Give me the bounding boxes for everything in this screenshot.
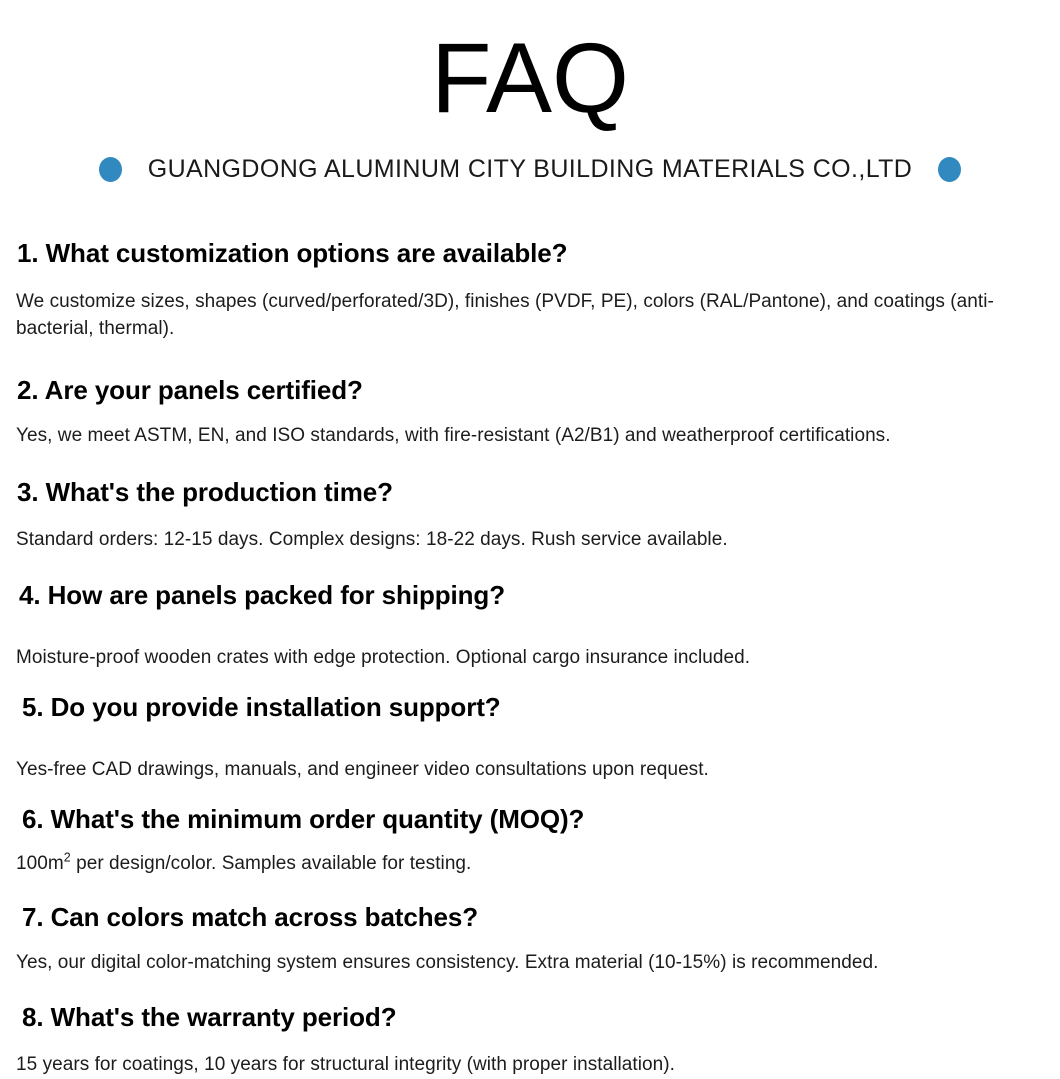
faq-item xyxy=(0,580,1044,672)
faq-answer: Standard orders: 12-15 days. Complex designs: 18-22 days. Rush service available. xyxy=(16,528,728,550)
faq-item xyxy=(0,238,1044,343)
faq-item xyxy=(0,902,1044,978)
faq-question: 5. Do you provide installation support? xyxy=(22,692,501,723)
faq-item xyxy=(0,692,1044,784)
faq-question: 2. Are your panels certified? xyxy=(17,374,363,405)
bullet-dot-left-icon xyxy=(99,157,122,182)
bullet-dot-right-icon xyxy=(938,157,961,182)
faq-question: 6. What's the minimum order quantity (MOQ)? xyxy=(22,804,585,835)
company-name: GUANGDONG ALUMINUM CITY BUILDING MATERIALS CO.,LTD xyxy=(147,154,913,183)
faq-item xyxy=(0,375,1044,451)
faq-question: 3. What's the production time? xyxy=(17,477,393,508)
faq-answer: Moisture-proof wooden crates with edge protection. Optional cargo insurance included. xyxy=(16,646,751,668)
faq-list xyxy=(0,238,1060,1079)
faq-answer: 15 years for coatings, 10 years for structural integrity (with proper installation). xyxy=(16,1054,675,1076)
faq-question: 7. Can colors match across batches? xyxy=(22,901,479,932)
moq-value: 100m xyxy=(16,852,64,874)
faq-question: 4. How are panels packed for shipping? xyxy=(19,579,505,610)
moq-rest: per design/color. Samples available for testing. xyxy=(70,852,472,874)
faq-answer: Yes-free CAD drawings, manuals, and engineer video consultations upon request. xyxy=(16,759,709,781)
page-header xyxy=(0,0,1060,184)
faq-question: 1. What customization options are available? xyxy=(17,237,568,268)
company-subtitle-row xyxy=(0,155,1060,184)
faq-answer: Yes, our digital color-matching system ensures consistency. Extra material (10-15%) is recommended. xyxy=(16,952,879,974)
faq-answer-moq xyxy=(16,851,1044,878)
faq-answer: Yes, we meet ASTM, EN, and ISO standards, with fire-resistant (A2/B1) and weatherproof certifications. xyxy=(16,425,891,447)
page-title: FAQ xyxy=(430,22,630,133)
faq-item xyxy=(0,477,1044,554)
moq-superscript: 2 xyxy=(63,850,71,865)
faq-item xyxy=(0,1002,1044,1079)
faq-answer: We customize sizes, shapes (curved/perforated/3D), finishes (PVDF, PE), colors (RAL/Pantone), and coatings (anti-bacterial, thermal). xyxy=(16,290,994,339)
faq-question: 8. What's the warranty period? xyxy=(22,1002,397,1033)
faq-item xyxy=(0,804,1044,878)
